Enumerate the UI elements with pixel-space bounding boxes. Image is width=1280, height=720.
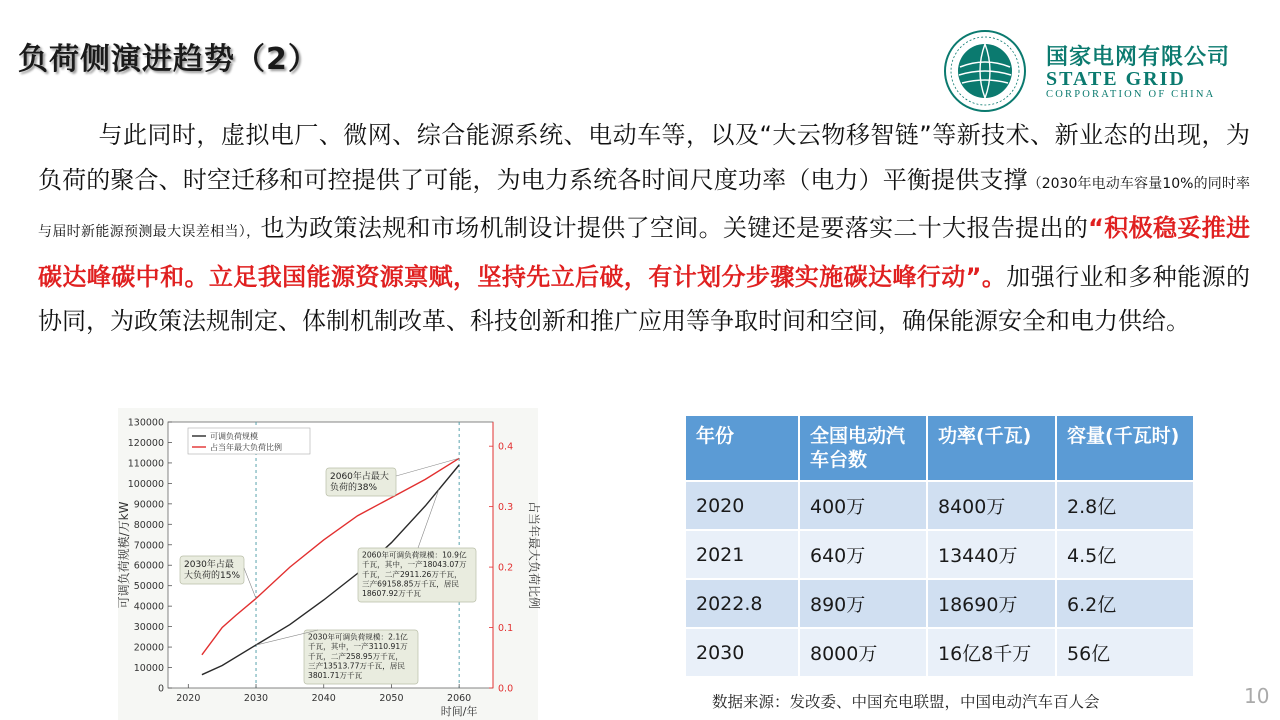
y-tick-label: 40000 bbox=[133, 601, 164, 613]
annotation-text: 千瓦，二产2911.26万千瓦， bbox=[362, 569, 462, 579]
table-cell: 13440万 bbox=[928, 531, 1055, 578]
x-tick-label: 2040 bbox=[311, 693, 336, 704]
logo-english-subtitle: CORPORATION OF CHINA bbox=[1046, 89, 1216, 100]
annotation-text: 千瓦，二产258.95万千瓦， bbox=[308, 651, 403, 661]
paragraph-part-3: 加强行业和多种能源的协同，为政策法规制定、体制机制改革、科技创新和推广应用等争取时间和空间，确保能源安全和电力供给。 bbox=[38, 262, 1250, 335]
logo-chinese-name: 国家电网有限公司 bbox=[1046, 45, 1231, 70]
x-tick-label: 2050 bbox=[379, 693, 404, 704]
body-paragraph bbox=[38, 113, 1250, 344]
legend-label: 可调负荷规模 bbox=[210, 432, 258, 441]
header-power: 功率(千瓦) bbox=[928, 416, 1055, 480]
y-tick-label: 120000 bbox=[127, 437, 164, 449]
y-tick-label: 130000 bbox=[127, 417, 164, 429]
annotation-text: 千瓦，其中，一产18043.07万 bbox=[362, 560, 467, 570]
page-number: 10 bbox=[1244, 684, 1270, 708]
annotation-text: 千瓦，其中，一产3110.91万 bbox=[308, 642, 408, 652]
slide-title: 负荷侧演进趋势（2） bbox=[18, 42, 319, 77]
x-axis-label: 时间/年 bbox=[440, 705, 478, 718]
y2-tick-label: 0.1 bbox=[498, 623, 514, 635]
y-tick-label: 100000 bbox=[127, 478, 164, 490]
table-cell: 18690万 bbox=[928, 580, 1055, 627]
annotation-text: 大负荷的15% bbox=[184, 571, 241, 581]
table-row bbox=[686, 531, 1193, 578]
y-tick-label: 0 bbox=[157, 683, 164, 695]
paragraph-note: （2030年电动车容量10%的同时率与届时新能源预测最大误差相当）， bbox=[38, 175, 1250, 240]
adjustable-load-chart bbox=[117, 408, 541, 720]
table-row bbox=[686, 482, 1193, 529]
table-cell: 2.8亿 bbox=[1057, 482, 1193, 529]
table-cell: 6.2亿 bbox=[1057, 580, 1193, 627]
annotation-text: 2060年占最大 bbox=[330, 472, 389, 482]
state-grid-emblem-icon bbox=[944, 30, 1026, 112]
header-ev-count: 全国电动汽车台数 bbox=[800, 416, 926, 480]
legend-label: 占当年最大负荷比例 bbox=[210, 443, 282, 452]
y-tick-label: 30000 bbox=[133, 622, 164, 634]
y2-tick-label: 0.4 bbox=[498, 441, 514, 453]
annotation-text: 负荷的38% bbox=[330, 483, 378, 493]
y-tick-label: 60000 bbox=[133, 560, 164, 572]
paragraph-part-1: 与此同时，虚拟电厂、微网、综合能源系统、电动车等，以及“大云物移智链”等新技术、新业态的出现，为负荷的聚合、时空迁移和可控提供了可能，为电力系统各时间尺度功率（电力）平衡提供支撑 bbox=[38, 121, 1250, 194]
header-capacity: 容量(千瓦时) bbox=[1057, 416, 1193, 480]
data-source-note: 数据来源：发改委、中国充电联盟，中国电动汽车百人会 bbox=[712, 693, 1100, 711]
y2-tick-label: 0.0 bbox=[498, 683, 514, 695]
y-tick-label: 70000 bbox=[133, 540, 164, 552]
table-cell: 640万 bbox=[800, 531, 926, 578]
table-cell: 16亿8千万 bbox=[928, 629, 1055, 676]
y-axis-label: 可调负荷规模/万kW bbox=[117, 501, 131, 609]
table-cell: 2030 bbox=[686, 629, 798, 676]
y-tick-label: 50000 bbox=[133, 581, 164, 593]
y-tick-label: 90000 bbox=[133, 499, 164, 511]
table-cell: 2021 bbox=[686, 531, 798, 578]
table-cell: 400万 bbox=[800, 482, 926, 529]
table-cell: 890万 bbox=[800, 580, 926, 627]
annotation-text: 2030年占最 bbox=[184, 560, 234, 570]
table-cell: 2020 bbox=[686, 482, 798, 529]
table-cell: 4.5亿 bbox=[1057, 531, 1193, 578]
ev-stats-table bbox=[684, 414, 1195, 678]
table-cell: 56亿 bbox=[1057, 629, 1193, 676]
annotation-text: 2030年可调负荷规模：2.1亿 bbox=[308, 632, 408, 642]
logo-english-name: STATE GRID bbox=[1046, 68, 1186, 90]
paragraph-highlight: “积极稳妥推进碳达峰碳中和。立足我国能源资源禀赋，坚持先立后破，有计划分步骤实施碳达峰行动”。 bbox=[38, 214, 1251, 291]
table-cell: 8000万 bbox=[800, 629, 926, 676]
annotation-text: 三产69158.85万千瓦，居民 bbox=[362, 579, 459, 589]
y2-axis-label: 占当年最大负荷比例 bbox=[527, 500, 541, 610]
y2-tick-label: 0.3 bbox=[498, 502, 514, 514]
x-tick-label: 2030 bbox=[243, 693, 269, 704]
y-tick-label: 10000 bbox=[133, 663, 164, 675]
y-tick-label: 20000 bbox=[133, 642, 164, 654]
x-tick-label: 2060 bbox=[447, 693, 472, 704]
table-cell: 8400万 bbox=[928, 482, 1055, 529]
paragraph-part-2: 也为政策法规和市场机制设计提供了空间。关键还是要落实二十大报告提出的 bbox=[260, 214, 1089, 242]
table-row bbox=[686, 580, 1193, 627]
y-tick-label: 80000 bbox=[133, 519, 164, 531]
table-header-row bbox=[686, 416, 1193, 480]
table-cell: 2022.8 bbox=[686, 580, 798, 627]
table-row bbox=[686, 629, 1193, 676]
annotation-text: 3801.71万千瓦 bbox=[308, 671, 363, 680]
header-year: 年份 bbox=[686, 416, 798, 480]
annotation-text: 三产13513.77万千瓦，居民 bbox=[308, 661, 405, 671]
y-tick-label: 110000 bbox=[127, 458, 164, 470]
annotation-text: 18607.92万千瓦 bbox=[362, 589, 422, 598]
x-tick-label: 2020 bbox=[176, 693, 201, 704]
annotation-text: 2060年可调负荷规模：10.9亿 bbox=[362, 550, 467, 560]
y2-tick-label: 0.2 bbox=[498, 562, 514, 574]
